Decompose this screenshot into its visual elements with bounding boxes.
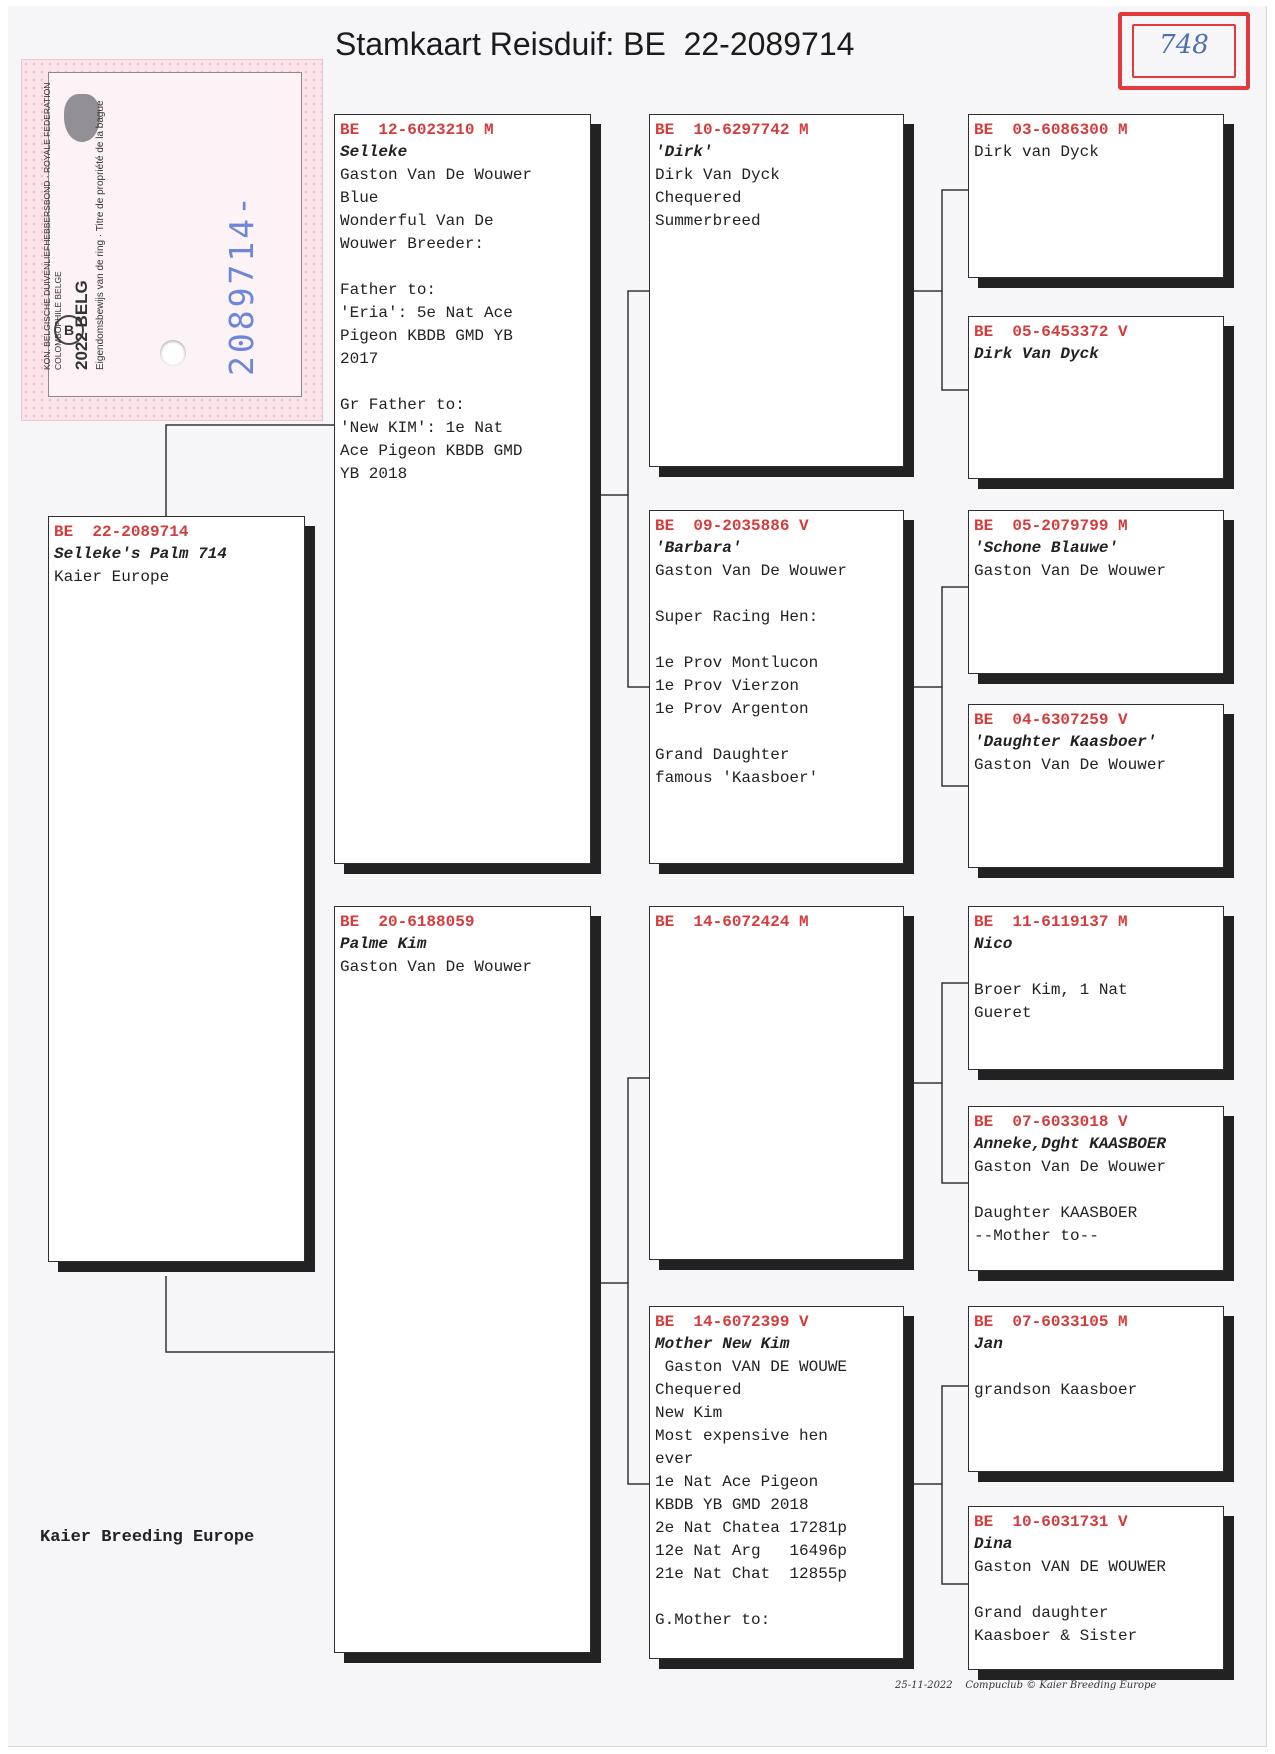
- pigeon-info-line: Super Racing Hen:: [655, 608, 819, 626]
- ring-card-year-country: 2022 BELG: [72, 280, 91, 370]
- pigeon-info-line: Kaier Europe: [54, 568, 170, 586]
- pigeon-info-line: 21e Nat Chat 12855p: [655, 1565, 848, 1583]
- pigeon-ring: BE 14-6072424 M: [655, 913, 809, 931]
- pigeon-name: Anneke,Dght KAASBOER: [974, 1135, 1167, 1153]
- pigeon-info-line: Chequered: [655, 1381, 742, 1399]
- print-date: 25-11-2022: [895, 1680, 953, 1691]
- pigeon-info-line: [655, 721, 898, 744]
- pigeon-ring: BE 12-6023210 M: [340, 121, 494, 139]
- pigeon-card-subject: [48, 516, 305, 1262]
- pigeon-ring: BE 20-6188059: [340, 913, 475, 931]
- pigeon-info-line: Dirk van Dyck: [974, 143, 1099, 161]
- pigeon-info: [974, 1556, 1218, 1648]
- pigeon-name: Nico: [974, 935, 1013, 953]
- pigeon-card-fmf: [968, 510, 1224, 674]
- pigeon-info-line: 'Eria': 5e Nat Ace: [340, 304, 513, 322]
- pigeon-card-mff: [968, 906, 1224, 1070]
- pigeon-info-line: famous 'Kaasboer': [655, 769, 819, 787]
- pigeon-info-line: New Kim: [655, 1404, 723, 1422]
- pigeon-info-line: Wonderful Van De: [340, 212, 494, 230]
- pigeon-name: Dina: [974, 1535, 1013, 1553]
- connector-fm-fmm: [942, 687, 968, 786]
- pigeon-info-line: [340, 256, 585, 279]
- pigeon-info: [974, 956, 1218, 1025]
- pigeon-info-line: Wouwer Breeder:: [340, 235, 485, 253]
- pigeon-info-line: Grand Daughter: [655, 746, 790, 764]
- pigeon-ring: BE 03-6086300 M: [974, 121, 1128, 139]
- pigeon-ring: BE 07-6033105 M: [974, 1313, 1128, 1331]
- pigeon-info-line: [974, 1579, 1218, 1602]
- pigeon-info: [974, 1156, 1218, 1248]
- connector-mother-mf: [591, 1078, 649, 1283]
- stamp-handwritten-number: 748: [1159, 30, 1209, 60]
- pigeon-info: [974, 1356, 1218, 1402]
- pigeon-info-line: grandson Kaasboer: [974, 1381, 1138, 1399]
- pigeon-info-line: 2017: [340, 350, 379, 368]
- pigeon-ring: BE 09-2035886 V: [655, 517, 809, 535]
- pigeon-info-line: [974, 956, 1218, 979]
- pigeon-name: 'Schone Blauwe': [974, 539, 1119, 557]
- pigeon-info-line: 'New KIM': 1e Nat: [340, 419, 504, 437]
- pigeon-info-line: Gaston Van De Wouwer: [974, 562, 1167, 580]
- pigeon-info-line: [655, 629, 898, 652]
- pigeon-info-line: Kaasboer & Sister: [974, 1627, 1138, 1645]
- page-title: Stamkaart Reisduif: BE 22-2089714: [335, 26, 855, 62]
- pigeon-info-line: Father to:: [340, 281, 437, 299]
- connector-mf-mfm: [942, 1083, 968, 1183]
- pigeon-info-line: Grand daughter: [974, 1604, 1109, 1622]
- pigeon-name: Dirk Van Dyck: [974, 345, 1099, 363]
- pigeon-info: [655, 164, 898, 233]
- pigeon-info-line: Gaston Van De Wouwer: [340, 958, 533, 976]
- pigeon-info-line: 1e Prov Montlucon: [655, 654, 819, 672]
- pigeon-info-line: [340, 371, 585, 394]
- connector-subject-father: [166, 425, 334, 516]
- pigeon-name: Mother New Kim: [655, 1335, 790, 1353]
- pigeon-name: Selleke's Palm 714: [54, 545, 227, 563]
- pigeon-info-line: Daughter KAASBOER: [974, 1204, 1138, 1222]
- print-credit: Compuclub © Kaier Breeding Europe: [965, 1680, 1157, 1691]
- pigeon-ring: BE 04-6307259 V: [974, 711, 1128, 729]
- pigeon-name: Jan: [974, 1335, 1003, 1353]
- pigeon-name: 'Barbara': [655, 539, 742, 557]
- connector-mother-mm: [628, 1283, 649, 1484]
- pigeon-info-line: --Mother to--: [974, 1227, 1099, 1245]
- connector-ff-ffm: [942, 291, 968, 390]
- breeder-footer: Kaier Breeding Europe: [40, 1528, 255, 1547]
- pigeon-card-mmm: [968, 1506, 1224, 1670]
- pigeon-info-line: Most expensive hen: [655, 1427, 828, 1445]
- pigeon-info-line: 1e Nat Ace Pigeon: [655, 1473, 819, 1491]
- pigeon-card-fmm: [968, 704, 1224, 868]
- connector-mf-mff: [914, 983, 968, 1083]
- pigeon-info: [974, 560, 1218, 583]
- connector-subject-mother: [166, 1276, 334, 1352]
- pigeon-info-line: Blue: [340, 189, 379, 207]
- pigeon-info-line: [655, 583, 898, 606]
- pigeon-info-line: [655, 1586, 898, 1609]
- pigeon-info-line: Gaston Van De Wouwer: [340, 166, 533, 184]
- pigeon-card-mother: [334, 906, 591, 1653]
- pigeon-info-line: Gaston Van De Wouwer: [655, 562, 848, 580]
- ring-card-ownership: Eigendomsbewijs van de ring · Titre de propriété de la bague: [95, 100, 106, 370]
- pigeon-info-line: Gaston Van De Wouwer: [974, 1158, 1167, 1176]
- pigeon-info: [974, 141, 1218, 164]
- pigeon-card-mmf: [968, 1306, 1224, 1472]
- pigeon-ring: BE 10-6031731 V: [974, 1513, 1128, 1531]
- pigeon-info-line: [974, 1179, 1218, 1202]
- pigeon-info-line: Gaston Van De Wouwer: [974, 756, 1167, 774]
- pigeon-info-line: Gaston VAN DE WOUWE: [655, 1358, 848, 1376]
- connector-ff-fff: [914, 190, 968, 291]
- pigeon-info-line: Dirk Van Dyck: [655, 166, 780, 184]
- federation-logo-icon: B: [54, 315, 84, 345]
- pigeon-card-fff: [968, 114, 1224, 278]
- pigeon-info-line: Gaston VAN DE WOUWER: [974, 1558, 1167, 1576]
- pigeon-info-line: [974, 1356, 1218, 1379]
- pigeon-info-line: Broer Kim, 1 Nat: [974, 981, 1128, 999]
- pigeon-info-line: Gr Father to:: [340, 396, 465, 414]
- connector-fm-fmf: [914, 587, 968, 687]
- pigeon-info: [974, 754, 1218, 777]
- ring-card-org: KON. BELGISCHE DUIVENLIEFHEBBERSBOND · ROYALE FEDERATION COLOMBOPHILE BELGE: [42, 82, 63, 370]
- pigeon-info: [655, 1356, 898, 1632]
- connector-mm-mmf: [914, 1386, 968, 1484]
- print-footer: [895, 1680, 1156, 1691]
- pigeon-ring: BE 11-6119137 M: [974, 913, 1128, 931]
- pigeon-info-line: 1e Prov Argenton: [655, 700, 809, 718]
- pigeon-info-line: Summerbreed: [655, 212, 761, 230]
- pigeon-info: [340, 956, 585, 979]
- pigeon-card-father: [334, 114, 591, 864]
- pigeon-name: 'Dirk': [655, 143, 713, 161]
- connector-father-ff: [591, 291, 649, 495]
- connector-mm-mmm: [942, 1484, 968, 1584]
- pigeon-ring: BE 07-6033018 V: [974, 1113, 1128, 1131]
- pigeon-ring: BE 22-2089714: [54, 523, 189, 541]
- pigeon-card-ff: [649, 114, 904, 467]
- pigeon-info-line: Chequered: [655, 189, 742, 207]
- pigeon-info-line: 12e Nat Arg 16496p: [655, 1542, 848, 1560]
- pigeon-info-line: 2e Nat Chatea 17281p: [655, 1519, 848, 1537]
- pigeon-name: Selleke: [340, 143, 408, 161]
- pigeon-info-line: Gueret: [974, 1004, 1032, 1022]
- pigeon-ring: BE 05-2079799 M: [974, 517, 1128, 535]
- pigeon-name: 'Daughter Kaasboer': [974, 733, 1157, 751]
- pigeon-ring: BE 14-6072399 V: [655, 1313, 809, 1331]
- pigeon-info-line: ever: [655, 1450, 694, 1468]
- pigeon-info-line: G.Mother to:: [655, 1611, 771, 1629]
- pigeon-info-line: Ace Pigeon KBDB GMD: [340, 442, 523, 460]
- pigeon-name: Palme Kim: [340, 935, 427, 953]
- connector-father-fm: [628, 495, 649, 687]
- pigeon-info: [340, 164, 585, 486]
- pigeon-info-line: 1e Prov Vierzon: [655, 677, 800, 695]
- pigeon-ring: BE 10-6297742 M: [655, 121, 809, 139]
- pigeon-info-line: KBDB YB GMD 2018: [655, 1496, 809, 1514]
- pigeon-card-fm: [649, 510, 904, 864]
- pigeon-card-ffm: [968, 316, 1224, 479]
- pigeon-info: [655, 560, 898, 790]
- pigeon-card-mfm: [968, 1106, 1224, 1271]
- pigeon-card-mf: [649, 906, 904, 1260]
- pigeon-info-line: Pigeon KBDB GMD YB: [340, 327, 513, 345]
- pigeon-ring: BE 05-6453372 V: [974, 323, 1128, 341]
- pigeon-card-mm: [649, 1306, 904, 1659]
- pigeon-info-line: YB 2018: [340, 465, 408, 483]
- pigeon-info: [54, 566, 299, 589]
- ring-card-number-text: 2089714-: [222, 193, 261, 376]
